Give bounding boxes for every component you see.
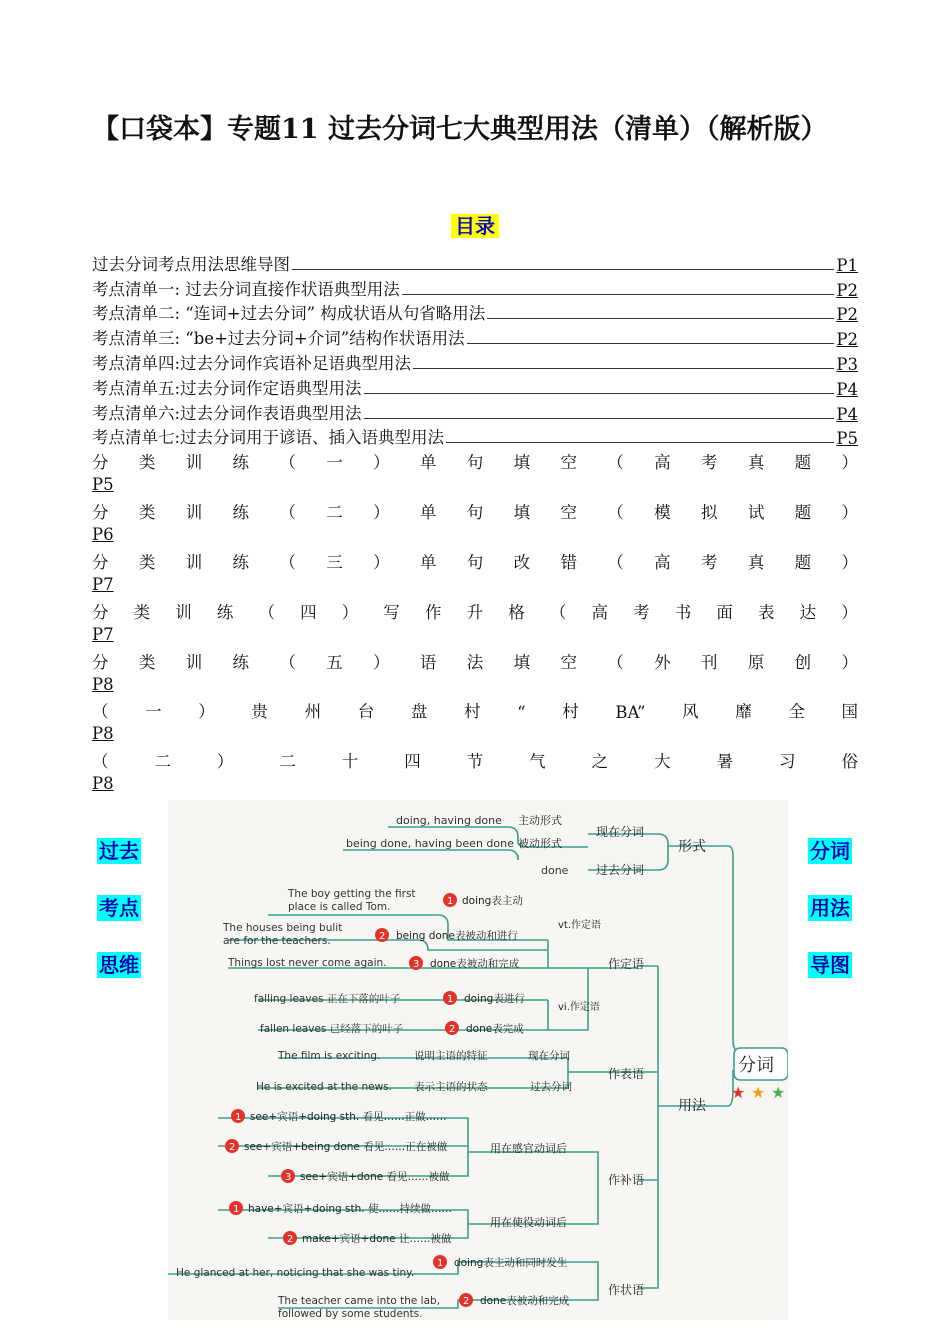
example-14: The teacher came into the lab, [278, 1295, 441, 1307]
toc-char: 试 [747, 503, 765, 523]
toc-leader [292, 269, 834, 270]
toc-entry[interactable] [92, 324, 858, 349]
toc-char: 训 [185, 453, 203, 473]
toc-char: 题 [794, 552, 812, 572]
toc-char: 句 [466, 503, 484, 523]
mind-map [168, 800, 788, 1320]
svg-text:3: 3 [285, 1172, 292, 1183]
toc-char: BA” [615, 703, 646, 723]
branch-usage: 用法 [678, 1098, 706, 1114]
toc-char: 题 [794, 503, 812, 523]
toc-entry-page: P5 [92, 475, 114, 495]
svg-text:2: 2 [379, 931, 386, 942]
toc-entry[interactable] [92, 697, 858, 747]
toc-char: ） [373, 552, 390, 572]
toc-entry[interactable] [92, 399, 858, 424]
toc-char: 三 [326, 552, 343, 572]
toc-char: 风 [682, 702, 699, 722]
toc-char: 格 [508, 602, 525, 622]
toc-entry-page: P2 [836, 280, 858, 300]
side-tag-right-2: 用法 [810, 896, 850, 920]
toc-char: （ [549, 602, 567, 622]
toc-entry[interactable] [92, 548, 858, 598]
svg-text:3: 3 [413, 959, 420, 970]
toc-char: 一 [145, 702, 162, 722]
toc-char: 一 [326, 453, 343, 473]
toc-char: 节 [466, 752, 484, 772]
toc-entry[interactable] [92, 349, 858, 374]
toc-char: 真 [747, 552, 765, 572]
toc-char: 拟 [700, 503, 718, 523]
example-12: make+宾语+done 让……被做 [302, 1233, 452, 1245]
toc-char: 国 [841, 702, 858, 722]
svg-text:★: ★ [731, 1083, 746, 1102]
example-3: Things lost never come again. [228, 957, 387, 969]
toc-char: 空 [560, 652, 577, 672]
toc-char: 暑 [716, 752, 734, 772]
branch-vi-attr: vi.作定语 [558, 1002, 600, 1013]
example-4-note: doing表进行 [464, 993, 525, 1005]
branch-causative-verbs: 用在使役动词后 [490, 1216, 567, 1229]
example-7: He is excited at the news. [256, 1081, 392, 1093]
toc-char: 村 [562, 702, 579, 722]
side-tag-left-3: 思维 [99, 953, 139, 977]
toc-entry[interactable] [92, 424, 858, 449]
toc-char: 作 [425, 602, 442, 622]
example-7-result: 过去分词 [530, 1081, 572, 1093]
toc-char: （ [92, 752, 109, 772]
toc-entry-label [92, 498, 858, 523]
toc-char: 盘 [410, 702, 428, 722]
toc-char: 练 [232, 552, 250, 572]
example-2b: are for the teachers. [223, 935, 331, 947]
mind-map-center: 分词 [738, 1055, 774, 1076]
example-6-result: 现在分词 [528, 1050, 570, 1062]
toc-entry-page: P5 [836, 429, 858, 449]
toc-char: （ [279, 503, 296, 523]
toc-char: 书 [674, 602, 692, 622]
branch-form: 形式 [678, 839, 706, 855]
toc-char: ） [373, 652, 390, 672]
toc-char: 俗 [841, 752, 858, 772]
side-tag-left-2: 考点 [99, 896, 139, 920]
example-6-note: 说明主语的特征 [414, 1050, 488, 1062]
toc-char: 大 [654, 752, 671, 772]
toc-char: 四 [404, 752, 421, 772]
toc-char: ） [841, 552, 858, 572]
branch-present: 现在分词 [596, 825, 645, 839]
toc-char: 分 [92, 652, 109, 672]
toc-entry[interactable] [92, 598, 858, 648]
branch-comp: 作补语 [608, 1173, 645, 1187]
example-4: falling leaves 正在下落的叶子 [254, 993, 401, 1005]
toc-char: 考 [700, 453, 718, 473]
example-3-note: done表被动和完成 [430, 958, 520, 970]
toc-char: （ [279, 453, 296, 473]
toc-char: 台 [357, 702, 375, 722]
rating-stars [731, 1083, 785, 1102]
toc-char: 题 [794, 453, 812, 473]
toc-char: 训 [185, 552, 203, 572]
toc-entry-page: P3 [836, 354, 858, 374]
toc-entry[interactable] [92, 448, 858, 498]
example-14b: followed by some students. [278, 1308, 423, 1320]
toc-char: 练 [216, 602, 234, 622]
toc-entry[interactable] [92, 747, 858, 797]
toc-char: 外 [654, 652, 671, 672]
form-doing: doing, having done [396, 814, 502, 827]
toc-char: （ [607, 652, 624, 672]
toc-char: 高 [654, 453, 671, 473]
toc-entry-label: 考点清单六:过去分词作表语典型用法 [92, 403, 362, 423]
toc-char: 高 [654, 552, 671, 572]
toc-char: 练 [232, 652, 250, 672]
example-7-note: 表示主语的状态 [414, 1081, 488, 1093]
toc-heading: 目录 [0, 210, 950, 239]
toc-char: 训 [175, 602, 192, 622]
toc-char: 二 [326, 503, 343, 523]
svg-text:1: 1 [437, 1258, 444, 1269]
example-10: see+宾语+done 看见……被做 [300, 1171, 450, 1183]
toc-entry-page: P4 [836, 379, 858, 399]
toc-entry-label: 考点清单三: “be+过去分词+介词”结构作状语用法 [92, 329, 465, 349]
toc-entry[interactable] [92, 374, 858, 399]
side-tag-right-1: 分词 [810, 839, 850, 863]
toc-char: 分 [92, 453, 109, 473]
toc-char: ） [373, 453, 390, 473]
toc-char: 高 [591, 602, 608, 622]
toc-char: ） [841, 652, 858, 672]
toc-char: 单 [419, 552, 437, 572]
toc-char: 改 [513, 552, 531, 572]
toc-leader [413, 368, 834, 369]
toc-entry-page: P2 [836, 305, 858, 325]
toc-entry-label [92, 697, 858, 722]
toc-char: ） [216, 752, 234, 772]
toc-leader [364, 393, 835, 394]
branch-pred: 作表语 [608, 1067, 645, 1081]
svg-text:★: ★ [751, 1083, 766, 1102]
toc-char: 类 [138, 453, 156, 473]
example-13-note: doing表主动和同时发生 [454, 1257, 568, 1269]
toc-char: ） [198, 702, 215, 722]
branch-adv: 作状语 [608, 1283, 645, 1297]
toc-char: 贵 [251, 702, 268, 722]
toc-entry-label: 考点清单一: 过去分词直接作状语典型用法 [92, 279, 400, 299]
example-11: have+宾语+doing sth. 使……持续做…… [248, 1203, 452, 1215]
toc-entry-label [92, 648, 858, 673]
toc-char: 训 [185, 503, 203, 523]
toc-char: 类 [133, 602, 151, 622]
toc-char: 类 [138, 652, 156, 672]
toc-entry-label: 考点清单二: “连词+过去分词” 构成状语从句省略用法 [92, 304, 486, 324]
toc-entry-label: 过去分词考点用法思维导图 [92, 254, 290, 274]
toc-char: （ [92, 702, 109, 722]
example-1: The boy getting the first [288, 888, 416, 900]
toc-char: 刊 [700, 652, 718, 672]
toc-char: ） [373, 503, 390, 523]
toc-entry-label [92, 747, 858, 772]
toc-char: ） [341, 602, 359, 622]
toc-char: 村 [463, 702, 481, 722]
toc-char: 单 [419, 453, 437, 473]
branch-attr: 作定语 [608, 957, 645, 971]
form-done: done [541, 864, 569, 877]
toc-entry-page: P8 [92, 674, 114, 694]
toc-char: 考 [700, 552, 718, 572]
toc-char: 州 [304, 702, 322, 722]
toc-char: 填 [513, 503, 531, 523]
svg-text:1: 1 [447, 994, 454, 1005]
toc-char: （ [607, 552, 624, 572]
toc-char: 填 [513, 453, 531, 473]
toc-entry[interactable] [92, 300, 858, 325]
example-14-note: done表被动和完成 [480, 1295, 570, 1307]
side-tag-right-3: 导图 [810, 953, 850, 977]
toc-leader [446, 442, 834, 443]
toc-char: 空 [560, 453, 577, 473]
toc-char: 句 [466, 453, 484, 473]
toc-entry-label: 考点清单五:过去分词作定语典型用法 [92, 378, 362, 398]
toc-char: 靡 [735, 702, 752, 722]
toc-char: （ [279, 552, 296, 572]
toc-entry[interactable] [92, 498, 858, 548]
toc-entry-label [92, 598, 858, 623]
toc-entry[interactable] [92, 275, 858, 300]
example-6: The film is exciting. [278, 1050, 381, 1062]
toc-char: 分 [92, 602, 109, 622]
svg-text:1: 1 [235, 1112, 242, 1123]
toc-char: 表 [758, 602, 775, 622]
svg-text:2: 2 [287, 1234, 294, 1245]
side-tag-left-1: 过去 [99, 839, 139, 863]
svg-text:2: 2 [463, 1296, 470, 1307]
branch-past: 过去分词 [596, 863, 645, 877]
toc-char: 单 [419, 503, 437, 523]
toc-char: （ [607, 503, 624, 523]
toc-char: 升 [466, 602, 484, 622]
toc-char: ） [841, 453, 858, 473]
toc-entry-page: P2 [836, 330, 858, 350]
toc-char: 原 [747, 652, 765, 672]
branch-vt-attr: vt.作定语 [558, 920, 602, 931]
toc-char: 四 [300, 602, 317, 622]
toc-leader [364, 418, 835, 419]
page-title: 【口袋本】专题11 过去分词七大典型用法（清单）（解析版） [92, 114, 828, 145]
toc-entry-page: P7 [92, 624, 114, 644]
toc-entry-label [92, 448, 858, 473]
toc-char: 分 [92, 503, 109, 523]
branch-active-form: 主动形式 [518, 814, 562, 827]
toc-char: 模 [654, 503, 671, 523]
toc-entry-page: P1 [836, 255, 858, 275]
toc-char: 训 [185, 652, 203, 672]
toc-char: 类 [138, 503, 156, 523]
svg-text:2: 2 [449, 1024, 456, 1035]
toc-char: 分 [92, 552, 109, 572]
toc-char: （ [258, 602, 275, 622]
toc-char: 语 [419, 652, 437, 672]
toc-entry[interactable] [92, 250, 858, 275]
toc-entry-page: P8 [92, 724, 114, 744]
toc-char: （ [607, 453, 624, 473]
toc-char: ） [841, 503, 858, 523]
toc-entry-label [92, 548, 858, 573]
example-8: see+宾语+doing sth. 看见……正做…… [250, 1111, 447, 1123]
svg-text:2: 2 [229, 1142, 236, 1153]
toc-char: 真 [747, 453, 765, 473]
table-of-contents [92, 250, 858, 797]
toc-entry-page: P8 [92, 774, 114, 794]
toc-char: 创 [794, 652, 812, 672]
svg-text:1: 1 [233, 1204, 240, 1215]
toc-entry-page: P6 [92, 525, 114, 545]
toc-char: 句 [466, 552, 484, 572]
example-1-note: doing表主动 [462, 895, 523, 907]
toc-char: 达 [799, 602, 817, 622]
toc-char: 法 [466, 652, 484, 672]
toc-char: 习 [778, 752, 796, 772]
toc-char: 练 [232, 453, 250, 473]
toc-char: （ [279, 652, 296, 672]
toc-entry-page: P4 [836, 404, 858, 424]
form-being-done: being done, having been done [346, 837, 514, 850]
toc-char: 之 [591, 752, 609, 772]
toc-char: 考 [633, 602, 650, 622]
toc-entry-label: 考点清单七:过去分词用于谚语、插入语典型用法 [92, 428, 445, 448]
toc-char: 练 [232, 503, 250, 523]
toc-entry-page: P7 [92, 574, 114, 594]
toc-char: 五 [326, 652, 343, 672]
example-13: He glanced at her, noticing that she was tiny. [176, 1267, 415, 1279]
toc-char: 填 [513, 652, 531, 672]
branch-passive-form: 被动形式 [518, 837, 562, 850]
toc-char: 类 [138, 552, 156, 572]
toc-char: 气 [529, 752, 546, 772]
toc-leader [402, 294, 835, 295]
toc-char: 全 [788, 702, 805, 722]
toc-entry-label: 考点清单四:过去分词作宾语补足语典型用法 [92, 353, 412, 373]
example-5: fallen leaves 已经落下的叶子 [260, 1023, 404, 1035]
toc-char: 空 [560, 503, 577, 523]
toc-char: 错 [560, 552, 577, 572]
toc-char: 面 [716, 602, 733, 622]
example-1b: place is called Tom. [288, 901, 391, 913]
example-5-note: done表完成 [466, 1023, 524, 1035]
toc-char: 写 [383, 602, 400, 622]
toc-leader [487, 318, 834, 319]
toc-entry[interactable] [92, 648, 858, 698]
toc-char: ） [841, 602, 858, 622]
svg-text:1: 1 [447, 896, 454, 907]
toc-leader [467, 343, 835, 344]
toc-char: “ [517, 703, 526, 723]
toc-char: 十 [341, 752, 359, 772]
toc-char: 二 [154, 752, 171, 772]
example-9: see+宾语+being done 看见……正在被做 [244, 1141, 448, 1153]
example-2: The houses being bulit [223, 922, 343, 934]
branch-sense-verbs: 用在感官动词后 [490, 1142, 567, 1155]
example-2-note: being done表被动和进行 [396, 930, 518, 942]
toc-char: 二 [279, 752, 296, 772]
svg-text:★: ★ [771, 1083, 786, 1102]
